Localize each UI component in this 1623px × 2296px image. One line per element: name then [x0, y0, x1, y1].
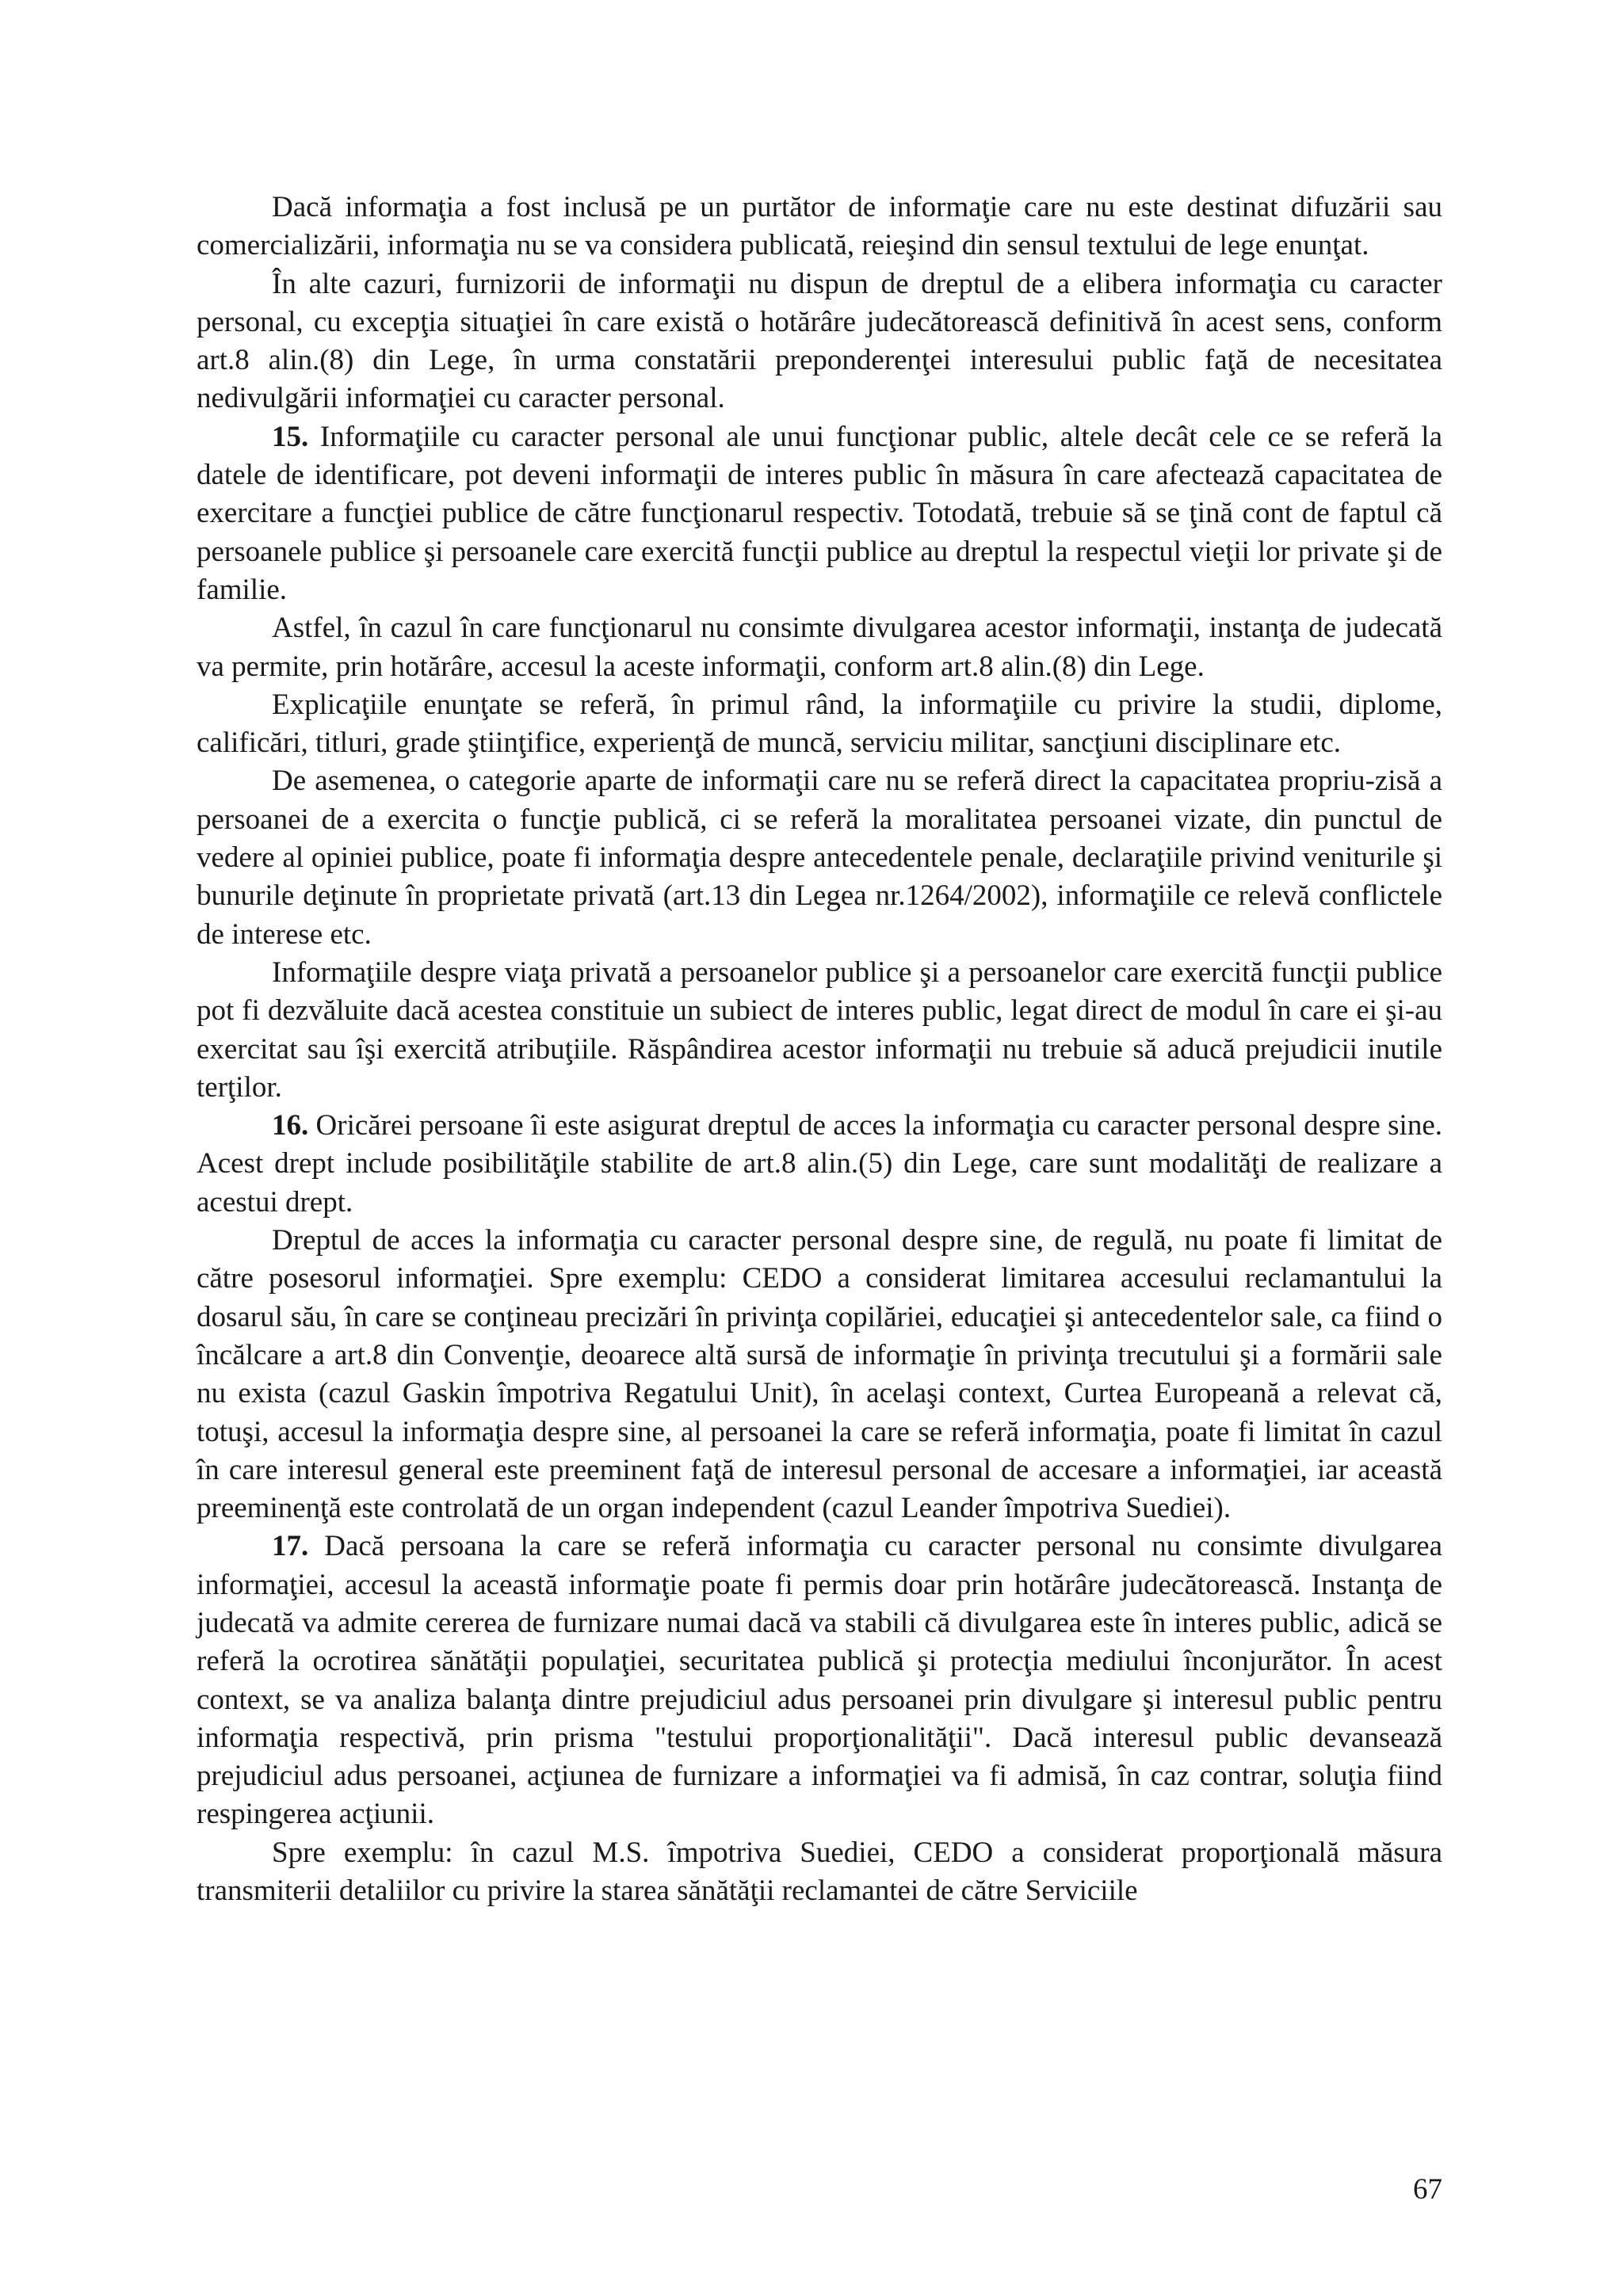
paragraph-2	[197, 265, 1442, 418]
paragraph-text: Explicaţiile enunţate se referă, în primul rând, la informaţiile cu privire la studii, diplome, calificări, titluri, grade ştiinţifice, experienţă de muncă, serviciu militar, sancţiuni disciplinare etc.	[197, 688, 1442, 760]
paragraph-11	[197, 1834, 1442, 1911]
document-body	[197, 189, 1442, 1910]
paragraph-text: Spre exemplu: în cazul M.S. împotriva Suediei, CEDO a considerat proporţională măsura transmiterii detaliilor cu privire la starea sănătăţii reclamantei de către Serviciile	[197, 1836, 1442, 1908]
paragraph-9	[197, 1222, 1442, 1527]
paragraph-text: De asemenea, o categorie aparte de informaţii care nu se referă direct la capacitatea propriu-zisă a persoanei de a exercita o funcţie publică, ci se referă la moralitatea persoanei vizate, din punctul de vedere al opiniei publice, poate fi informaţia despre antecedentele penale, declaraţiile privind veniturile şi bunurile deţinute în proprietate privată (art.13 din Legea nr.1264/2002), informaţiile ce relevă conflictele de interese etc.	[197, 765, 1442, 951]
paragraph-1	[197, 189, 1442, 265]
paragraph-6	[197, 762, 1442, 953]
paragraph-7	[197, 954, 1442, 1107]
page-number: 67	[1413, 2173, 1442, 2206]
paragraph-17	[197, 1527, 1442, 1833]
paragraph-16	[197, 1107, 1442, 1222]
paragraph-5	[197, 686, 1442, 763]
paragraph-number: 15.	[272, 420, 309, 453]
paragraph-text: Oricărei persoane îi este asigurat dreptul de acces la informaţia cu caracter personal despre sine. Acest drept include posibilităţile stabilite de art.8 alin.(5) din Lege, care sunt modalităţi de realizare a acestui drept.	[197, 1109, 1442, 1219]
paragraph-text: Informaţiile despre viaţa privată a persoanelor publice şi a persoanelor care exercită funcţii publice pot fi dezvăluite dacă acestea constituie un subiect de interes public, legat direct de modul în care ei şi-au exercitat sau îşi exercită atribuţiile. Răspândirea acestor informaţii nu trebuie să aducă prejudicii inutile terţilor.	[197, 955, 1442, 1104]
paragraph-text: Astfel, în cazul în care funcţionarul nu consimte divulgarea acestor informaţii, instanţa de judecată va permite, prin hotărâre, accesul la aceste informaţii, conform art.8 alin.(8) din Lege.	[197, 612, 1442, 683]
paragraph-15	[197, 418, 1442, 609]
paragraph-number: 17.	[272, 1530, 309, 1563]
paragraph-4	[197, 609, 1442, 686]
paragraph-number: 16.	[272, 1109, 309, 1142]
paragraph-text: Dacă informaţia a fost inclusă pe un purtător de informaţie care nu este destinat difuzării sau comercializării, informaţia nu se va considera publicată, reieşind din sensul textului de lege enunţat.	[197, 191, 1442, 262]
paragraph-text: Informaţiile cu caracter personal ale unui funcţionar public, altele decât cele ce se referă la datele de identificare, pot deveni informaţii de interes public în măsura în care afectează capacitatea de exercitare a funcţiei publice de către funcţionarul respectiv. Totodată, trebuie să se ţină cont de faptul că persoanele publice şi persoanele care exercită funcţii publice au dreptul la respectul vieţii lor private şi de familie.	[197, 420, 1442, 606]
paragraph-text: Dreptul de acces la informaţia cu caracter personal despre sine, de regulă, nu poate fi limitat de către posesorul informaţiei. Spre exemplu: CEDO a considerat limitarea accesului reclamantului la dosarul său, în care se conţineau precizări în privinţa copilăriei, educaţiei şi antecedentelor sale, ca fiind o încălcare a art.8 din Convenţie, deoarece altă sursă de informaţie în privinţa trecutului şi a formării sale nu exista (cazul Gaskin împotriva Regatului Unit), în acelaşi context, Curtea Europeană a relevat că, totuşi, accesul la informaţia despre sine, al persoanei la care se referă informaţia, poate fi limitat în cazul în care interesul general este preeminent faţă de interesul personal de accesare a informaţiei, iar această preeminenţă este controlată de un organ independent (cazul Leander împotriva Suediei).	[197, 1224, 1442, 1525]
paragraph-text: Dacă persoana la care se referă informaţia cu caracter personal nu consimte divulgarea informaţiei, accesul la această informaţie poate fi permis doar prin hotărâre judecătorească. Instanţa de judecată va admite cererea de furnizare numai dacă va stabili că divulgarea este în interes public, adică se referă la ocrotirea sănătăţii populaţiei, securitatea publică şi protecţia mediului înconjurător. În acest context, se va analiza balanţa dintre prejudiciul adus persoanei prin divulgare şi interesul public pentru informaţia respectivă, prin prisma "testului proporţionalităţii". Dacă interesul public devansează prejudiciul adus persoanei, acţiunea de furnizare a informaţiei va fi admisă, în caz contrar, soluţia fiind respingerea acţiunii.	[197, 1530, 1442, 1831]
paragraph-text: În alte cazuri, furnizorii de informaţii nu dispun de dreptul de a elibera informaţia cu caracter personal, cu excepţia situaţiei în care există o hotărâre judecătorească definitivă în acest sens, conform art.8 alin.(8) din Lege, în urma constatării preponderenţei interesului public faţă de necesitatea nedivulgării informaţiei cu caracter personal.	[197, 267, 1442, 415]
